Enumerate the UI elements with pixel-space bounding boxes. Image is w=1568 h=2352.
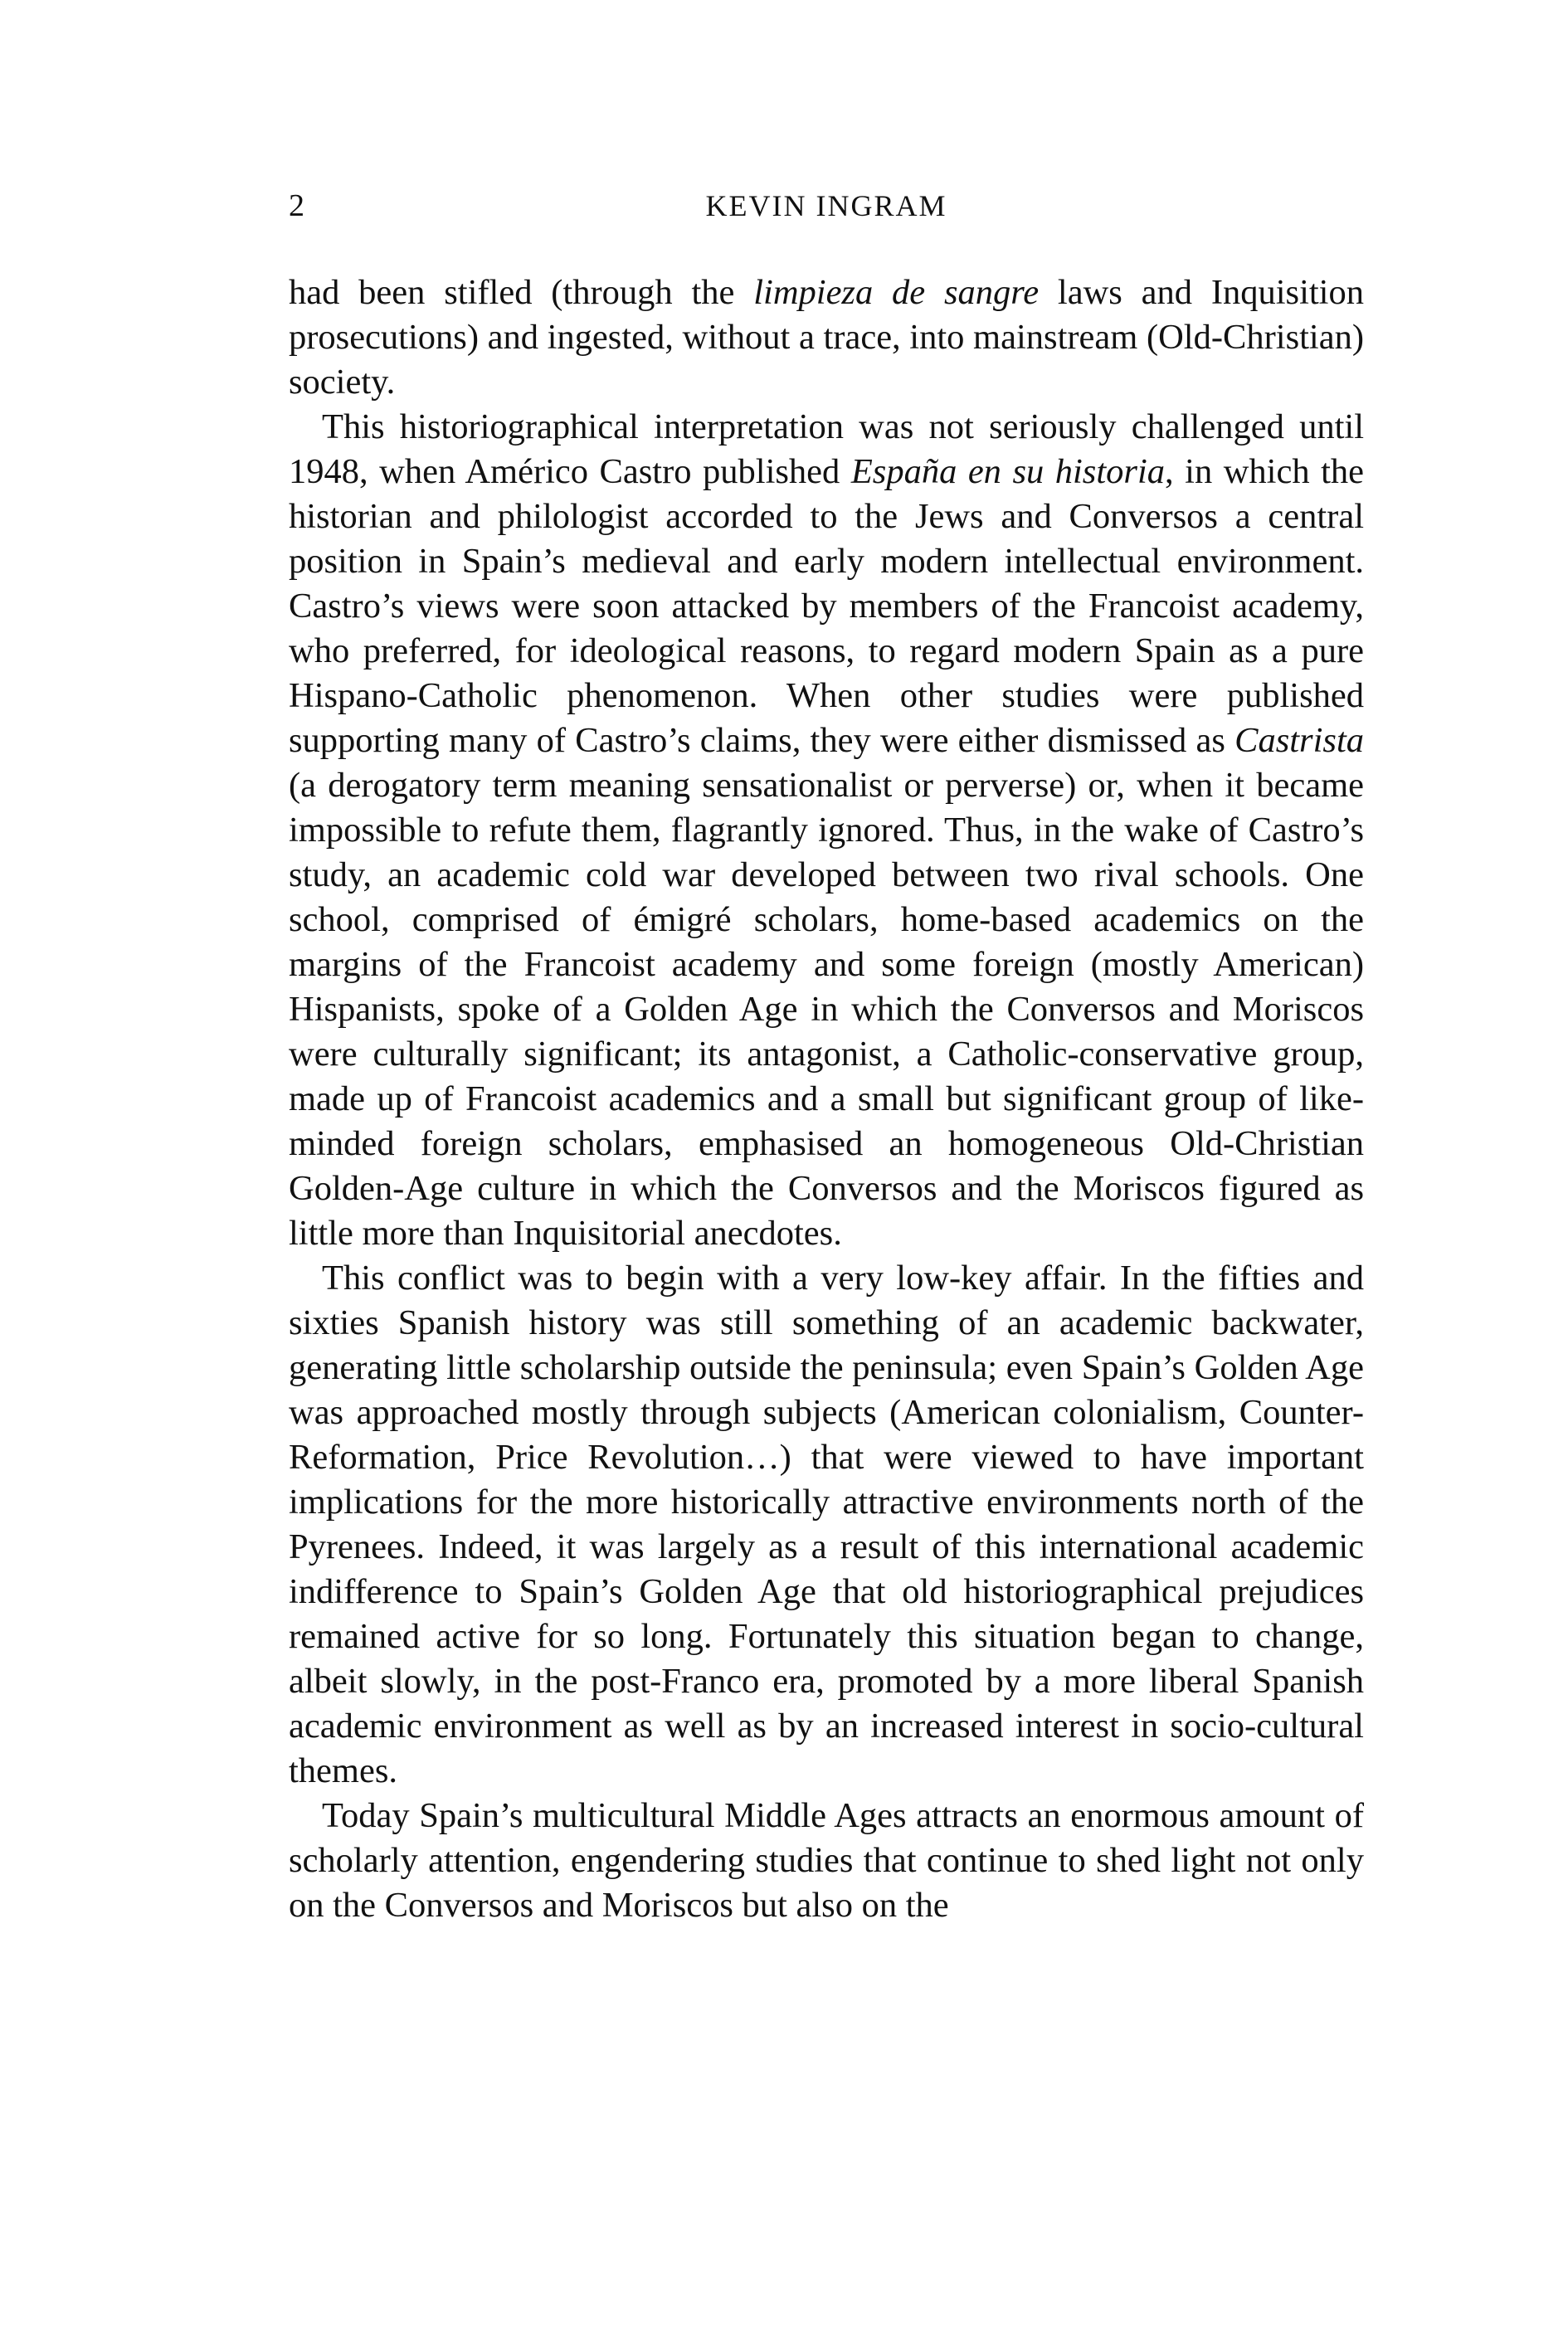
text-segment: , in which the historian and philologist accorded to the Jews and Conversos a central position in Spain’s medieval and early modern intellectual environment. Castro’s views were soon attacked by members of the Francoist academy, who preferred, for ideological reasons, to regard modern Spain as a pure Hispano-Catholic phenomenon. When other studies were published supporting many of Castro’s claims, they were either dismissed as xyxy=(289,452,1364,760)
text-segment: had been stifled (through the xyxy=(289,273,754,312)
text-segment: (a derogatory term meaning sensationalist or perverse) or, when it became impossible to refute them, flagrantly ignored. Thus, in the wake of Castro’s study, an academic cold war developed between two rival schools. One school, comprised of émigré scholars, home-based academics on the margins of the Francoist academy and some foreign (mostly American) Hispanists, spoke of a Golden Age in which the Conversos and Moriscos were culturally significant; its antagonist, a Catholic-conservative group, made up of Francoist academics and a small but significant group of like-minded foreign scholars, emphasised an homogeneous Old-Christian Golden-Age culture in which the Conversos and the Moriscos figured as little more than Inquisitorial anecdotes. xyxy=(289,766,1364,1253)
book-page xyxy=(289,183,1364,1928)
text-segment: This historiographical interpretation was not seriously challenged until 1948, when Américo Castro published xyxy=(289,407,1364,491)
paragraph-2 xyxy=(289,405,1364,1256)
page-number: 2 xyxy=(289,188,304,223)
running-head xyxy=(289,183,1364,229)
paragraph-3 xyxy=(289,1256,1364,1794)
italic-term: limpieza de sangre xyxy=(753,273,1040,312)
running-head-author: KEVIN INGRAM xyxy=(705,189,947,222)
italic-term: Castrista xyxy=(1234,721,1364,760)
text-segment: Today Spain’s multicultural Middle Ages attracts an enormous amount of scholarly attention, engendering studies that continue to shed light not only on the Conversos and Moriscos but also on the xyxy=(289,1796,1364,1925)
body-text xyxy=(289,270,1364,1928)
text-segment: This conflict was to begin with a very low-key affair. In the fifties and sixties Spanish history was still something of an academic backwater, generating little scholarship outside the peninsula; even Spain’s Golden Age was approached mostly through subjects (American colonialism, Counter-Reformation, Price Revolution…) that were viewed to have important implications for the more historically attractive environments north of the Pyrenees. Indeed, it was largely as a result of this international academic indifference to Spain’s Golden Age that old historiographical prejudices remained active for so long. Fortunately this situation began to change, albeit slowly, in the post-Franco era, promoted by a more liberal Spanish academic environment as well as by an increased interest in socio-cultural themes. xyxy=(289,1259,1364,1790)
paragraph-1 xyxy=(289,270,1364,405)
italic-title: España en su historia xyxy=(850,452,1165,491)
text-segment: laws and Inquisition prosecutions) and ingested, without a trace, into mainstream (Old-Christian) society. xyxy=(289,273,1364,402)
paragraph-4 xyxy=(289,1794,1364,1928)
